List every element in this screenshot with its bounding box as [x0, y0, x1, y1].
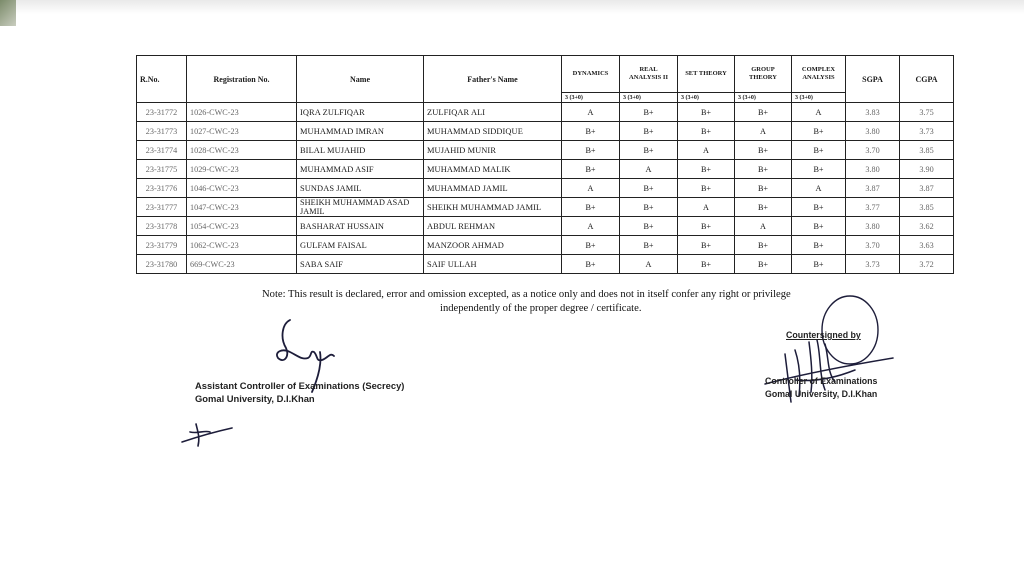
header-subject-complex-analysis: COMPLEX ANALYSIS	[792, 56, 846, 93]
header-sgpa: SGPA	[846, 56, 900, 103]
cell-grade-real-analysis: B+	[620, 217, 678, 236]
cell-registration: 1046-CWC-23	[187, 179, 297, 198]
cell-name: SHEIKH MUHAMMAD ASAD JAMIL	[297, 198, 424, 217]
cell-cgpa: 3.72	[900, 255, 954, 274]
cell-grade-complex-analysis: B+	[792, 217, 846, 236]
cell-grade-set-theory: B+	[678, 122, 735, 141]
cell-father-name: MANZOOR AHMAD	[424, 236, 562, 255]
cell-grade-set-theory: B+	[678, 255, 735, 274]
table-row	[137, 217, 954, 236]
header-name: Name	[297, 56, 424, 103]
cell-grade-complex-analysis: B+	[792, 141, 846, 160]
cell-father-name: SHEIKH MUHAMMAD JAMIL	[424, 198, 562, 217]
cell-rno: 23-31775	[137, 160, 187, 179]
cell-rno: 23-31772	[137, 103, 187, 122]
paper-top-shadow	[16, 0, 1024, 14]
cell-grade-group-theory: B+	[735, 236, 792, 255]
cell-father-name: ZULFIQAR ALI	[424, 103, 562, 122]
cell-grade-complex-analysis: B+	[792, 198, 846, 217]
cell-sgpa: 3.77	[846, 198, 900, 217]
cell-rno: 23-31774	[137, 141, 187, 160]
cell-grade-complex-analysis: B+	[792, 236, 846, 255]
cell-sgpa: 3.80	[846, 217, 900, 236]
cell-grade-dynamics: A	[562, 103, 620, 122]
cell-grade-group-theory: B+	[735, 179, 792, 198]
cell-registration: 1062-CWC-23	[187, 236, 297, 255]
cell-father-name: MUJAHID MUNIR	[424, 141, 562, 160]
cell-grade-dynamics: A	[562, 217, 620, 236]
cell-grade-set-theory: B+	[678, 217, 735, 236]
cell-registration: 669-CWC-23	[187, 255, 297, 274]
cell-grade-set-theory: B+	[678, 160, 735, 179]
cell-cgpa: 3.75	[900, 103, 954, 122]
cell-grade-set-theory: B+	[678, 236, 735, 255]
header-subject-real-analysis: REAL ANALYSIS II	[620, 56, 678, 93]
cell-grade-set-theory: B+	[678, 179, 735, 198]
cell-father-name: MUHAMMAD MALIK	[424, 160, 562, 179]
controller-title: Controller of Examinations	[765, 376, 878, 386]
result-table	[136, 55, 954, 274]
cell-father-name: MUHAMMAD SIDDIQUE	[424, 122, 562, 141]
cell-name: BASHARAT HUSSAIN	[297, 217, 424, 236]
cell-name: MUHAMMAD IMRAN	[297, 122, 424, 141]
cell-registration: 1027-CWC-23	[187, 122, 297, 141]
cell-grade-dynamics: B+	[562, 122, 620, 141]
cell-sgpa: 3.73	[846, 255, 900, 274]
cell-grade-complex-analysis: A	[792, 179, 846, 198]
cell-grade-group-theory: B+	[735, 160, 792, 179]
table-row	[137, 255, 954, 274]
cell-grade-dynamics: B+	[562, 255, 620, 274]
credit-complex-analysis: 3 (3+0)	[792, 93, 846, 103]
cell-cgpa: 3.90	[900, 160, 954, 179]
cell-sgpa: 3.70	[846, 141, 900, 160]
cell-grade-dynamics: B+	[562, 236, 620, 255]
cell-grade-complex-analysis: B+	[792, 255, 846, 274]
cell-grade-dynamics: B+	[562, 198, 620, 217]
credit-set-theory: 3 (3+0)	[678, 93, 735, 103]
header-subject-set-theory: SET THEORY	[678, 56, 735, 93]
cell-rno: 23-31776	[137, 179, 187, 198]
cell-cgpa: 3.73	[900, 122, 954, 141]
cell-registration: 1054-CWC-23	[187, 217, 297, 236]
credit-group-theory: 3 (3+0)	[735, 93, 792, 103]
cell-cgpa: 3.63	[900, 236, 954, 255]
table-header-row	[137, 56, 954, 93]
cell-grade-dynamics: B+	[562, 160, 620, 179]
header-father-name: Father's Name	[424, 56, 562, 103]
cell-cgpa: 3.87	[900, 179, 954, 198]
cell-name: IQRA ZULFIQAR	[297, 103, 424, 122]
cell-sgpa: 3.80	[846, 122, 900, 141]
assistant-controller-title: Assistant Controller of Examinations (Secrecy)	[195, 380, 405, 391]
cell-grade-set-theory: A	[678, 141, 735, 160]
credit-real-analysis: 3 (3+0)	[620, 93, 678, 103]
table-row	[137, 160, 954, 179]
cell-grade-group-theory: A	[735, 217, 792, 236]
cell-rno: 23-31779	[137, 236, 187, 255]
credit-dynamics: 3 (3+0)	[562, 93, 620, 103]
cell-sgpa: 3.83	[846, 103, 900, 122]
header-rno: R.No.	[137, 56, 187, 103]
cell-grade-group-theory: B+	[735, 198, 792, 217]
cell-sgpa: 3.87	[846, 179, 900, 198]
cell-name: BILAL MUJAHID	[297, 141, 424, 160]
cell-sgpa: 3.70	[846, 236, 900, 255]
table-row	[137, 122, 954, 141]
table-row	[137, 236, 954, 255]
cell-grade-real-analysis: B+	[620, 179, 678, 198]
cell-registration: 1026-CWC-23	[187, 103, 297, 122]
cell-name: SUNDAS JAMIL	[297, 179, 424, 198]
cell-grade-set-theory: B+	[678, 103, 735, 122]
cell-grade-complex-analysis: A	[792, 103, 846, 122]
cell-registration: 1029-CWC-23	[187, 160, 297, 179]
disclaimer-note-continued: independently of the proper degree / certificate.	[440, 303, 642, 314]
cell-rno: 23-31777	[137, 198, 187, 217]
table-row	[137, 179, 954, 198]
cell-grade-real-analysis: B+	[620, 122, 678, 141]
cell-cgpa: 3.85	[900, 198, 954, 217]
cell-name: GULFAM FAISAL	[297, 236, 424, 255]
cell-registration: 1028-CWC-23	[187, 141, 297, 160]
cell-rno: 23-31778	[137, 217, 187, 236]
cell-grade-real-analysis: B+	[620, 141, 678, 160]
cell-grade-real-analysis: B+	[620, 198, 678, 217]
cell-grade-group-theory: B+	[735, 141, 792, 160]
assistant-controller-institution: Gomal University, D.I.Khan	[195, 393, 315, 404]
cell-grade-set-theory: A	[678, 198, 735, 217]
cell-registration: 1047-CWC-23	[187, 198, 297, 217]
table-row	[137, 141, 954, 160]
cell-rno: 23-31773	[137, 122, 187, 141]
photo-corner-edge	[0, 0, 16, 26]
cell-grade-dynamics: A	[562, 179, 620, 198]
cell-rno: 23-31780	[137, 255, 187, 274]
header-cgpa: CGPA	[900, 56, 954, 103]
cell-grade-group-theory: A	[735, 122, 792, 141]
header-subject-dynamics: DYNAMICS	[562, 56, 620, 93]
cell-father-name: ABDUL REHMAN	[424, 217, 562, 236]
disclaimer-note: Note: This result is declared, error and omission excepted, as a notice only and does not in itself confer any right or privilege	[262, 289, 791, 300]
header-registration: Registration No.	[187, 56, 297, 103]
cell-sgpa: 3.80	[846, 160, 900, 179]
countersigned-label: Countersigned by	[786, 330, 861, 340]
cell-name: MUHAMMAD ASIF	[297, 160, 424, 179]
header-subject-group-theory: GROUP THEORY	[735, 56, 792, 93]
cell-cgpa: 3.85	[900, 141, 954, 160]
cell-grade-dynamics: B+	[562, 141, 620, 160]
cell-grade-group-theory: B+	[735, 255, 792, 274]
initials-mark	[180, 418, 235, 448]
cell-grade-real-analysis: B+	[620, 103, 678, 122]
cell-grade-real-analysis: A	[620, 160, 678, 179]
cell-father-name: SAIF ULLAH	[424, 255, 562, 274]
cell-father-name: MUHAMMAD JAMIL	[424, 179, 562, 198]
cell-grade-group-theory: B+	[735, 103, 792, 122]
controller-institution: Gomal University, D.I.Khan	[765, 389, 878, 399]
cell-grade-real-analysis: A	[620, 255, 678, 274]
cell-cgpa: 3.62	[900, 217, 954, 236]
cell-grade-complex-analysis: B+	[792, 122, 846, 141]
cell-grade-real-analysis: B+	[620, 236, 678, 255]
cell-name: SABA SAIF	[297, 255, 424, 274]
table-row	[137, 103, 954, 122]
cell-grade-complex-analysis: B+	[792, 160, 846, 179]
table-row	[137, 198, 954, 217]
